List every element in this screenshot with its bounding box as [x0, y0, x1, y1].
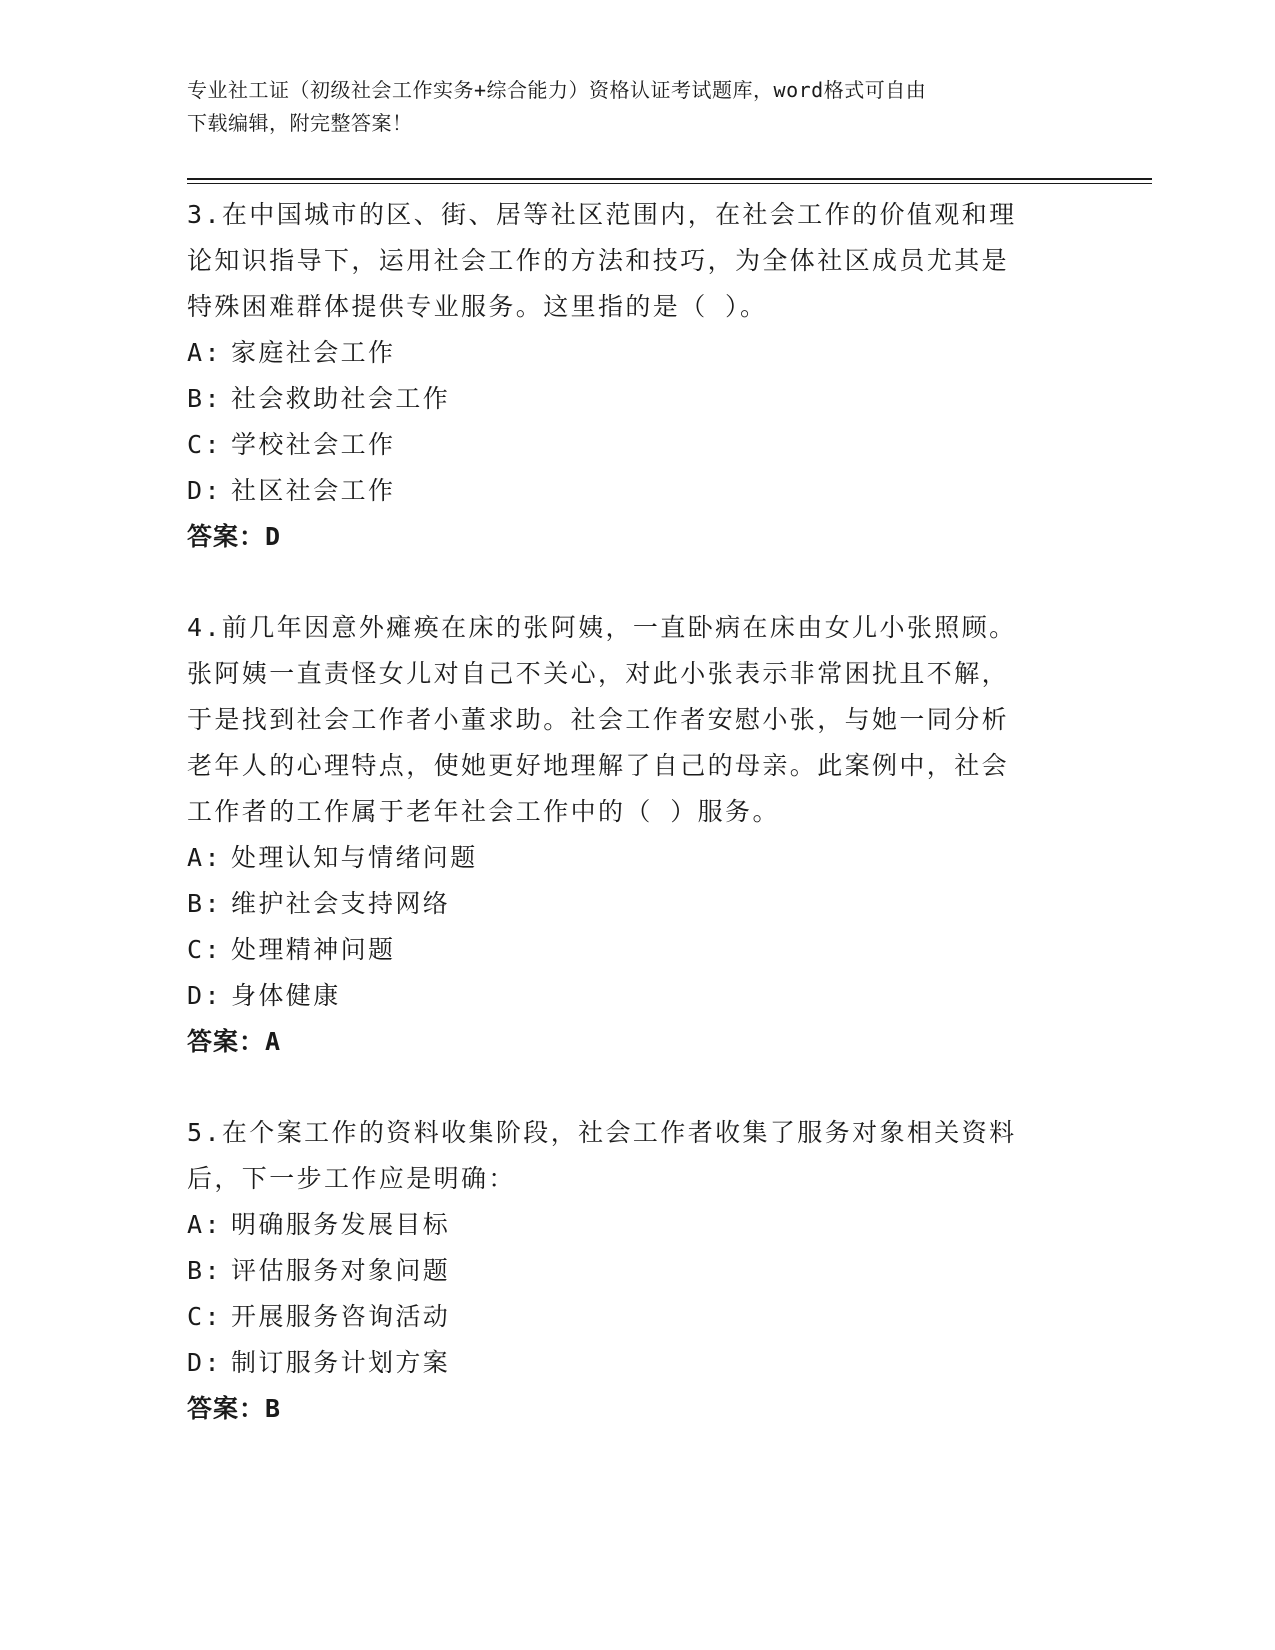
option-d — [187, 1340, 1067, 1386]
answer-label: 答案：A — [187, 1027, 282, 1056]
stem-line: 3.在中国城市的区、街、居等社区范围内，在社会工作的价值观和理 — [187, 200, 1017, 229]
stem-line: 论知识指导下，运用社会工作的方法和技巧，为全体社区成员尤其是 — [187, 246, 1010, 275]
header-line: 专业社工证（初级社会工作实务+综合能力）资格认证考试题库，word格式可自由 — [187, 78, 927, 102]
option-b — [187, 376, 1067, 422]
header-divider-thin — [187, 183, 1152, 184]
option-b — [187, 1248, 1067, 1294]
answer-label: 答案：B — [187, 1394, 282, 1423]
header-line: 下载编辑，附完整答案！ — [187, 111, 413, 135]
question-stem — [187, 192, 1067, 330]
stem-line: 4.前几年因意外瘫痪在床的张阿姨，一直卧病在床由女儿小张照顾。 — [187, 613, 1017, 642]
stem-line: 张阿姨一直责怪女儿对自己不关心，对此小张表示非常困扰且不解， — [187, 659, 1010, 688]
stem-line: 5.在个案工作的资料收集阶段，社会工作者收集了服务对象相关资料 — [187, 1118, 1017, 1147]
option-a — [187, 1202, 1067, 1248]
option-text: 家庭社会工作 — [231, 338, 396, 367]
stem-line: 特殊困难群体提供专业服务。这里指的是（ ）。 — [187, 292, 768, 321]
option-text: 处理认知与情绪问题 — [231, 843, 478, 872]
option-text: 开展服务咨询活动 — [231, 1302, 451, 1331]
option-text: 明确服务发展目标 — [231, 1210, 451, 1239]
question-4 — [187, 605, 1067, 1065]
answer-label: 答案：D — [187, 522, 282, 551]
option-a — [187, 835, 1067, 881]
option-a — [187, 330, 1067, 376]
question-list — [187, 192, 1067, 1477]
question-stem — [187, 1110, 1067, 1202]
option-letter: C: — [187, 430, 222, 459]
option-letter: C: — [187, 1302, 222, 1331]
option-b — [187, 881, 1067, 927]
option-letter: B: — [187, 384, 222, 413]
option-letter: A: — [187, 843, 222, 872]
stem-line: 老年人的心理特点，使她更好地理解了自己的母亲。此案例中，社会 — [187, 751, 1010, 780]
option-letter: D: — [187, 476, 222, 505]
option-letter: C: — [187, 935, 222, 964]
option-text: 处理精神问题 — [231, 935, 396, 964]
option-text: 社区社会工作 — [231, 476, 396, 505]
option-d — [187, 468, 1067, 514]
option-text: 维护社会支持网络 — [231, 889, 451, 918]
header-divider-thick — [187, 178, 1152, 180]
option-d — [187, 973, 1067, 1019]
option-letter: A: — [187, 1210, 222, 1239]
option-c — [187, 1294, 1067, 1340]
option-text: 身体健康 — [231, 981, 341, 1010]
option-text: 社会救助社会工作 — [231, 384, 451, 413]
option-c — [187, 422, 1067, 468]
stem-line: 后，下一步工作应是明确： — [187, 1164, 516, 1193]
document-header — [187, 74, 1087, 140]
option-text: 学校社会工作 — [231, 430, 396, 459]
stem-line: 于是找到社会工作者小董求助。社会工作者安慰小张，与她一同分析 — [187, 705, 1010, 734]
option-c — [187, 927, 1067, 973]
option-letter: D: — [187, 1348, 222, 1377]
question-stem — [187, 605, 1067, 835]
option-letter: B: — [187, 889, 222, 918]
option-text: 评估服务对象问题 — [231, 1256, 451, 1285]
option-letter: B: — [187, 1256, 222, 1285]
option-letter: A: — [187, 338, 222, 367]
question-5 — [187, 1110, 1067, 1432]
question-3 — [187, 192, 1067, 560]
option-text: 制订服务计划方案 — [231, 1348, 451, 1377]
option-letter: D: — [187, 981, 222, 1010]
stem-line: 工作者的工作属于老年社会工作中的（ ）服务。 — [187, 797, 780, 826]
